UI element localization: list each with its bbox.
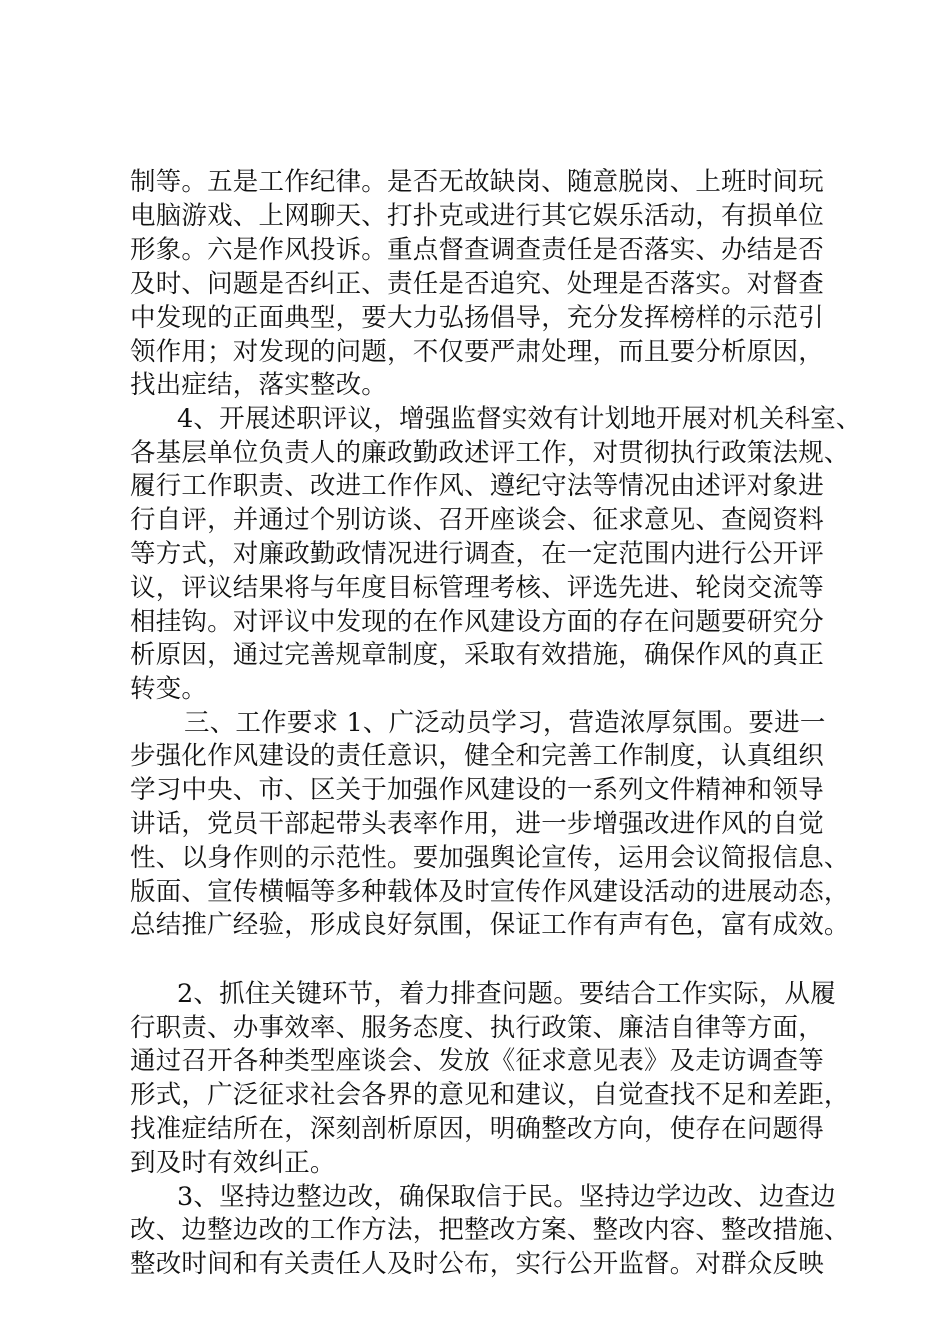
text-line: 4、开展述职评议，增强监督实效有计划地开展对机关科室、 — [177, 404, 862, 434]
text-line: 性、以身作则的示范性。要加强舆论宣传，运用会议简报信息、 — [130, 843, 850, 873]
text-line: 总结推广经验，形成良好氛围，保证工作有声有色，富有成效。 — [130, 910, 850, 940]
text-line: 行职责、办事效率、服务态度、执行政策、廉洁自律等方面， — [130, 1013, 824, 1043]
text-line: 3、坚持边整边改，确保取信于民。坚持边学边改、边查边 — [177, 1182, 836, 1212]
text-line: 步强化作风建设的责任意识，健全和完善工作制度，认真组织 — [130, 741, 824, 771]
text-line: 析原因，通过完善规章制度，采取有效措施，确保作风的真正 — [130, 640, 824, 670]
text-line: 转变。 — [130, 674, 208, 704]
text-line: 形式，广泛征求社会各界的意见和建议，自觉查找不足和差距， — [130, 1080, 850, 1110]
text-line: 相挂钩。对评议中发现的在作风建设方面的存在问题要研究分 — [130, 607, 824, 637]
text-line: 整改时间和有关责任人及时公布，实行公开监督。对群众反映 — [130, 1249, 824, 1279]
text-line: 议，评议结果将与年度目标管理考核、评选先进、轮岗交流等 — [130, 573, 824, 603]
text-line: 版面、宣传横幅等多种载体及时宣传作风建设活动的进展动态， — [130, 877, 850, 907]
text-line: 制等。五是工作纪律。是否无故缺岗、随意脱岗、上班时间玩 — [130, 167, 824, 197]
text-line: 三、工作要求 1、广泛动员学习，营造浓厚氛围。要进一 — [184, 708, 826, 738]
text-line: 及时、问题是否纠正、责任是否追究、处理是否落实。对督查 — [130, 269, 824, 299]
text-line: 到及时有效纠正。 — [130, 1148, 336, 1178]
text-line: 形象。六是作风投诉。重点督查调查责任是否落实、办结是否 — [130, 235, 824, 265]
text-line: 电脑游戏、上网聊天、打扑克或进行其它娱乐活动，有损单位 — [130, 201, 824, 231]
text-line: 行自评，并通过个别访谈、召开座谈会、征求意见、查阅资料 — [130, 505, 824, 535]
text-line: 领作用；对发现的问题，不仅要严肃处理，而且要分析原因， — [130, 337, 824, 367]
text-line: 中发现的正面典型，要大力弘扬倡导，充分发挥榜样的示范引 — [130, 303, 824, 333]
text-line: 等方式，对廉政勤政情况进行调查，在一定范围内进行公开评 — [130, 539, 824, 569]
text-line: 找准症结所在，深刻剖析原因，明确整改方向，使存在问题得 — [130, 1114, 824, 1144]
text-line: 2、抓住关键环节，着力排查问题。要结合工作实际，从履 — [177, 979, 836, 1009]
text-line: 通过召开各种类型座谈会、发放《征求意见表》及走访调查等 — [130, 1046, 824, 1076]
text-line: 讲话，党员干部起带头表率作用，进一步增强改进作风的自觉 — [130, 809, 824, 839]
text-line: 履行工作职责、改进工作作风、遵纪守法等情况由述评对象进 — [130, 471, 824, 501]
text-line: 找出症结，落实整改。 — [130, 370, 388, 400]
text-line: 各基层单位负责人的廉政勤政述评工作，对贯彻执行政策法规、 — [130, 438, 850, 468]
text-line: 学习中央、市、区关于加强作风建设的一系列文件精神和领导 — [130, 775, 824, 805]
text-line: 改、边整边改的工作方法，把整改方案、整改内容、整改措施、 — [130, 1215, 850, 1245]
